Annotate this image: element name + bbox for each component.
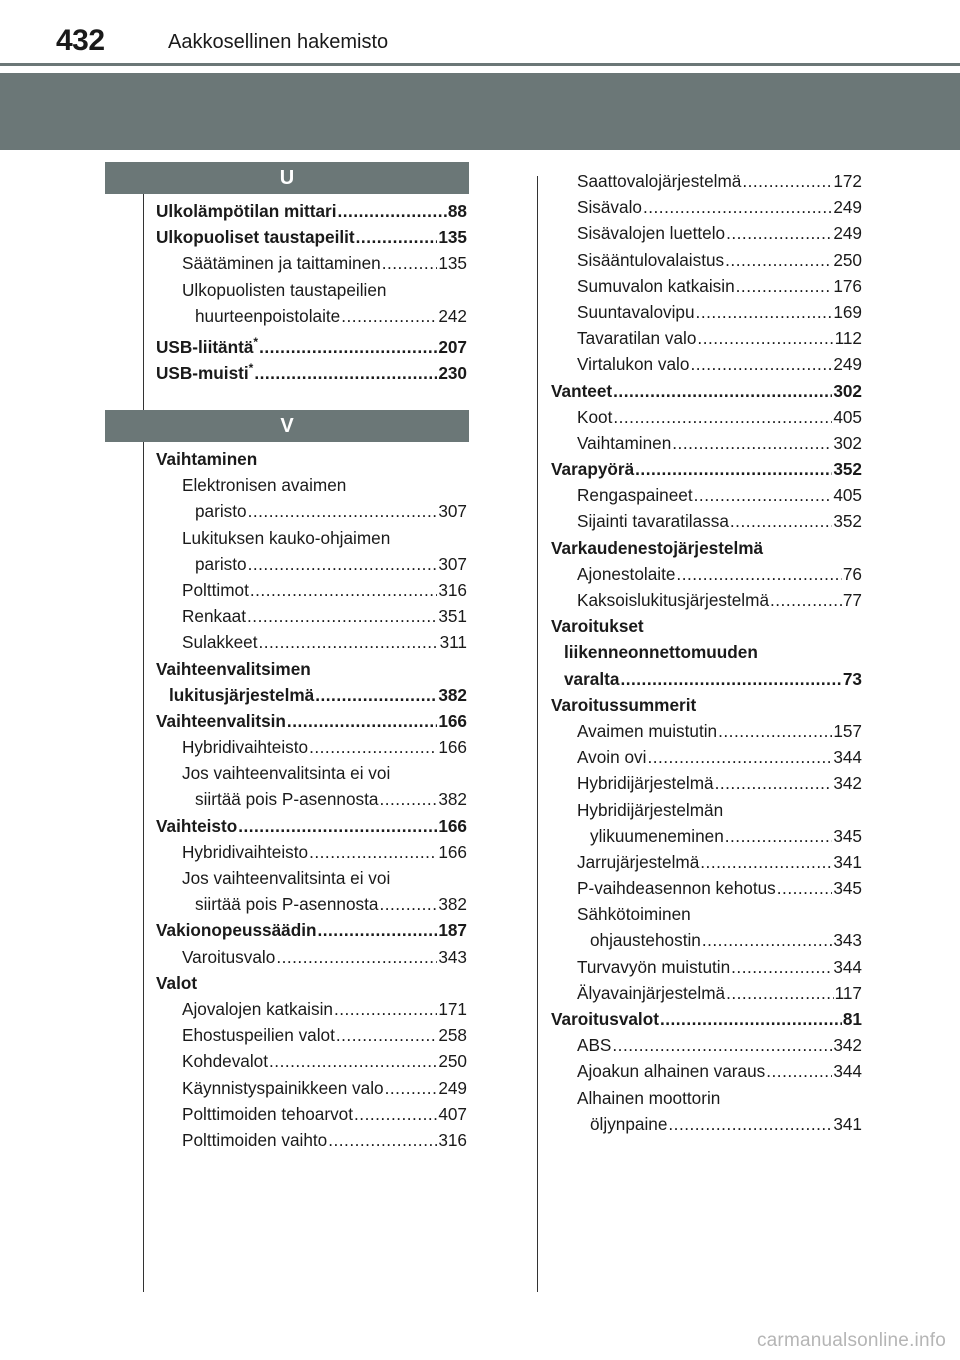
index-entry: Elektronisen avaimen: [182, 475, 347, 496]
index-entry: Ulkolämpötilan mittari ..... 88: [156, 198, 467, 224]
index-entry: Tavaratilan valo ..... 112: [551, 325, 862, 351]
page-title: Aakkosellinen hakemisto: [168, 31, 389, 53]
index-entry: varalta ..... 73: [551, 666, 862, 692]
left-column-rule: [143, 176, 144, 1292]
index-entry: Hybridijärjestelmä ..... 342: [551, 770, 862, 796]
index-entry: Avaimen muistutin ..... 157: [551, 718, 862, 744]
index-entry: Vaihteenvalitsin ..... 166: [156, 708, 467, 734]
index-entry: Alhainen moottorin: [577, 1087, 721, 1108]
index-entry: Hybridivaihteisto ..... 166: [156, 839, 467, 865]
index-entry: Hybridijärjestelmän: [577, 799, 724, 820]
index-entry: liikenneonnettomuuden: [564, 642, 758, 663]
page-number: 432: [56, 24, 105, 57]
index-entry: Vaihtaminen: [156, 449, 258, 469]
page-header: [0, 0, 960, 66]
index-entry: Jos vaihteenvalitsinta ei voi: [182, 763, 391, 784]
watermark: carmanualsonline.info: [756, 1330, 946, 1351]
section-header-u: U: [105, 162, 469, 194]
index-entry: Käynnistyspainikkeen valo ..... 249: [156, 1075, 467, 1101]
index-entry: USB-muisti* ..... 230: [156, 355, 467, 381]
index-entry: Ajovalojen katkaisin ..... 171: [156, 996, 467, 1022]
index-entry: Hybridivaihteisto ..... 166: [156, 734, 467, 760]
index-list-v: [156, 446, 467, 1153]
index-entry: Ajonestolaite ..... 76: [551, 561, 862, 587]
index-entry: Koot ..... 405: [551, 404, 862, 430]
index-entry: Vaihteisto ..... 166: [156, 813, 467, 839]
index-entry: Renkaat ..... 351: [156, 603, 467, 629]
index-entry: Suuntavalovipu ..... 169: [551, 299, 862, 325]
index-entry: Sisävalo ..... 249: [551, 194, 862, 220]
section-header-v: V: [105, 410, 469, 442]
index-entry: Säätäminen ja taittaminen ..... 135: [156, 250, 467, 276]
index-entry: Varoitusvalot ..... 81: [551, 1006, 862, 1032]
index-entry: Rengaspaineet ..... 405: [551, 482, 862, 508]
index-entry: P-vaihdeasennon kehotus ..... 345: [551, 875, 862, 901]
index-entry: Sulakkeet ..... 311: [156, 629, 467, 655]
index-entry: Varkaudenestojärjestelmä: [551, 537, 764, 558]
index-entry: Polttimoiden vaihto ..... 316: [156, 1127, 467, 1153]
index-entry: Kaksoislukitusjärjestelmä ..... 77: [551, 587, 862, 613]
index-entry: Valot: [156, 972, 198, 993]
index-entry: Ulkopuolisten taustapeilien: [182, 279, 387, 300]
index-entry: siirtää pois P-asennosta ..... 382: [156, 786, 467, 812]
index-entry: öljynpaine ..... 341: [551, 1111, 862, 1137]
index-entry: Ehostuspeilien valot ..... 258: [156, 1022, 467, 1048]
index-entry: Varoitusvalo ..... 343: [156, 944, 467, 970]
index-entry: Turvavyön muistutin ..... 344: [551, 954, 862, 980]
index-entry: ylikuumeneminen ..... 345: [551, 823, 862, 849]
index-entry: Varoitukset: [551, 616, 644, 637]
index-entry: Vaihtaminen ..... 302: [551, 430, 862, 456]
index-entry: Vanteet ..... 302: [551, 378, 862, 404]
index-entry: Sähkötoiminen: [577, 904, 691, 925]
index-entry: USB-liitäntä* ..... 207: [156, 329, 467, 355]
index-entry: Älyavainjärjestelmä ..... 117: [551, 980, 862, 1006]
index-entry: Varoitussummerit: [551, 694, 697, 715]
index-entry: Virtalukon valo ..... 249: [551, 351, 862, 377]
index-entry: Vakionopeussäädin ..... 187: [156, 917, 467, 943]
index-entry: Jarrujärjestelmä ..... 341: [551, 849, 862, 875]
index-entry: Polttimoiden tehoarvot ..... 407: [156, 1101, 467, 1127]
index-entry: huurteenpoistolaite ..... 242: [156, 303, 467, 329]
index-entry: Kohdevalot ..... 250: [156, 1048, 467, 1074]
index-entry: Sijainti tavaratilassa ..... 352: [551, 508, 862, 534]
index-entry: Ajoakun alhainen varaus ..... 344: [551, 1058, 862, 1084]
index-entry: Polttimot ..... 316: [156, 577, 467, 603]
index-entry: Lukituksen kauko-ohjaimen: [182, 527, 391, 548]
index-entry: siirtää pois P-asennosta ..... 382: [156, 891, 467, 917]
middle-column-rule: [537, 176, 538, 1292]
index-entry: Saattovalojärjestelmä ..... 172: [551, 168, 862, 194]
index-entry: Vaihteenvalitsimen: [156, 658, 311, 679]
index-entry: Varapyörä ..... 352: [551, 456, 862, 482]
header-divider: [0, 63, 960, 66]
index-entry: Sisävalojen luettelo ..... 249: [551, 220, 862, 246]
index-entry: Jos vaihteenvalitsinta ei voi: [182, 868, 391, 888]
index-entry: Sisääntulovalaistus ..... 250: [551, 247, 862, 273]
index-entry: ohjaustehostin ..... 343: [551, 927, 862, 953]
index-entry: Sumuvalon katkaisin ..... 176: [551, 273, 862, 299]
index-entry: lukitusjärjestelmä ..... 382: [156, 682, 467, 708]
index-entry: paristo ..... 307: [156, 551, 467, 577]
index-list-u: [156, 198, 467, 384]
index-list-right: [551, 168, 862, 1137]
index-entry: ABS ..... 342: [551, 1032, 862, 1058]
index-entry: paristo ..... 307: [156, 498, 467, 524]
header-banner: [0, 73, 960, 150]
index-entry: Avoin ovi ..... 344: [551, 744, 862, 770]
index-entry: Ulkopuoliset taustapeilit ..... 135: [156, 224, 467, 250]
